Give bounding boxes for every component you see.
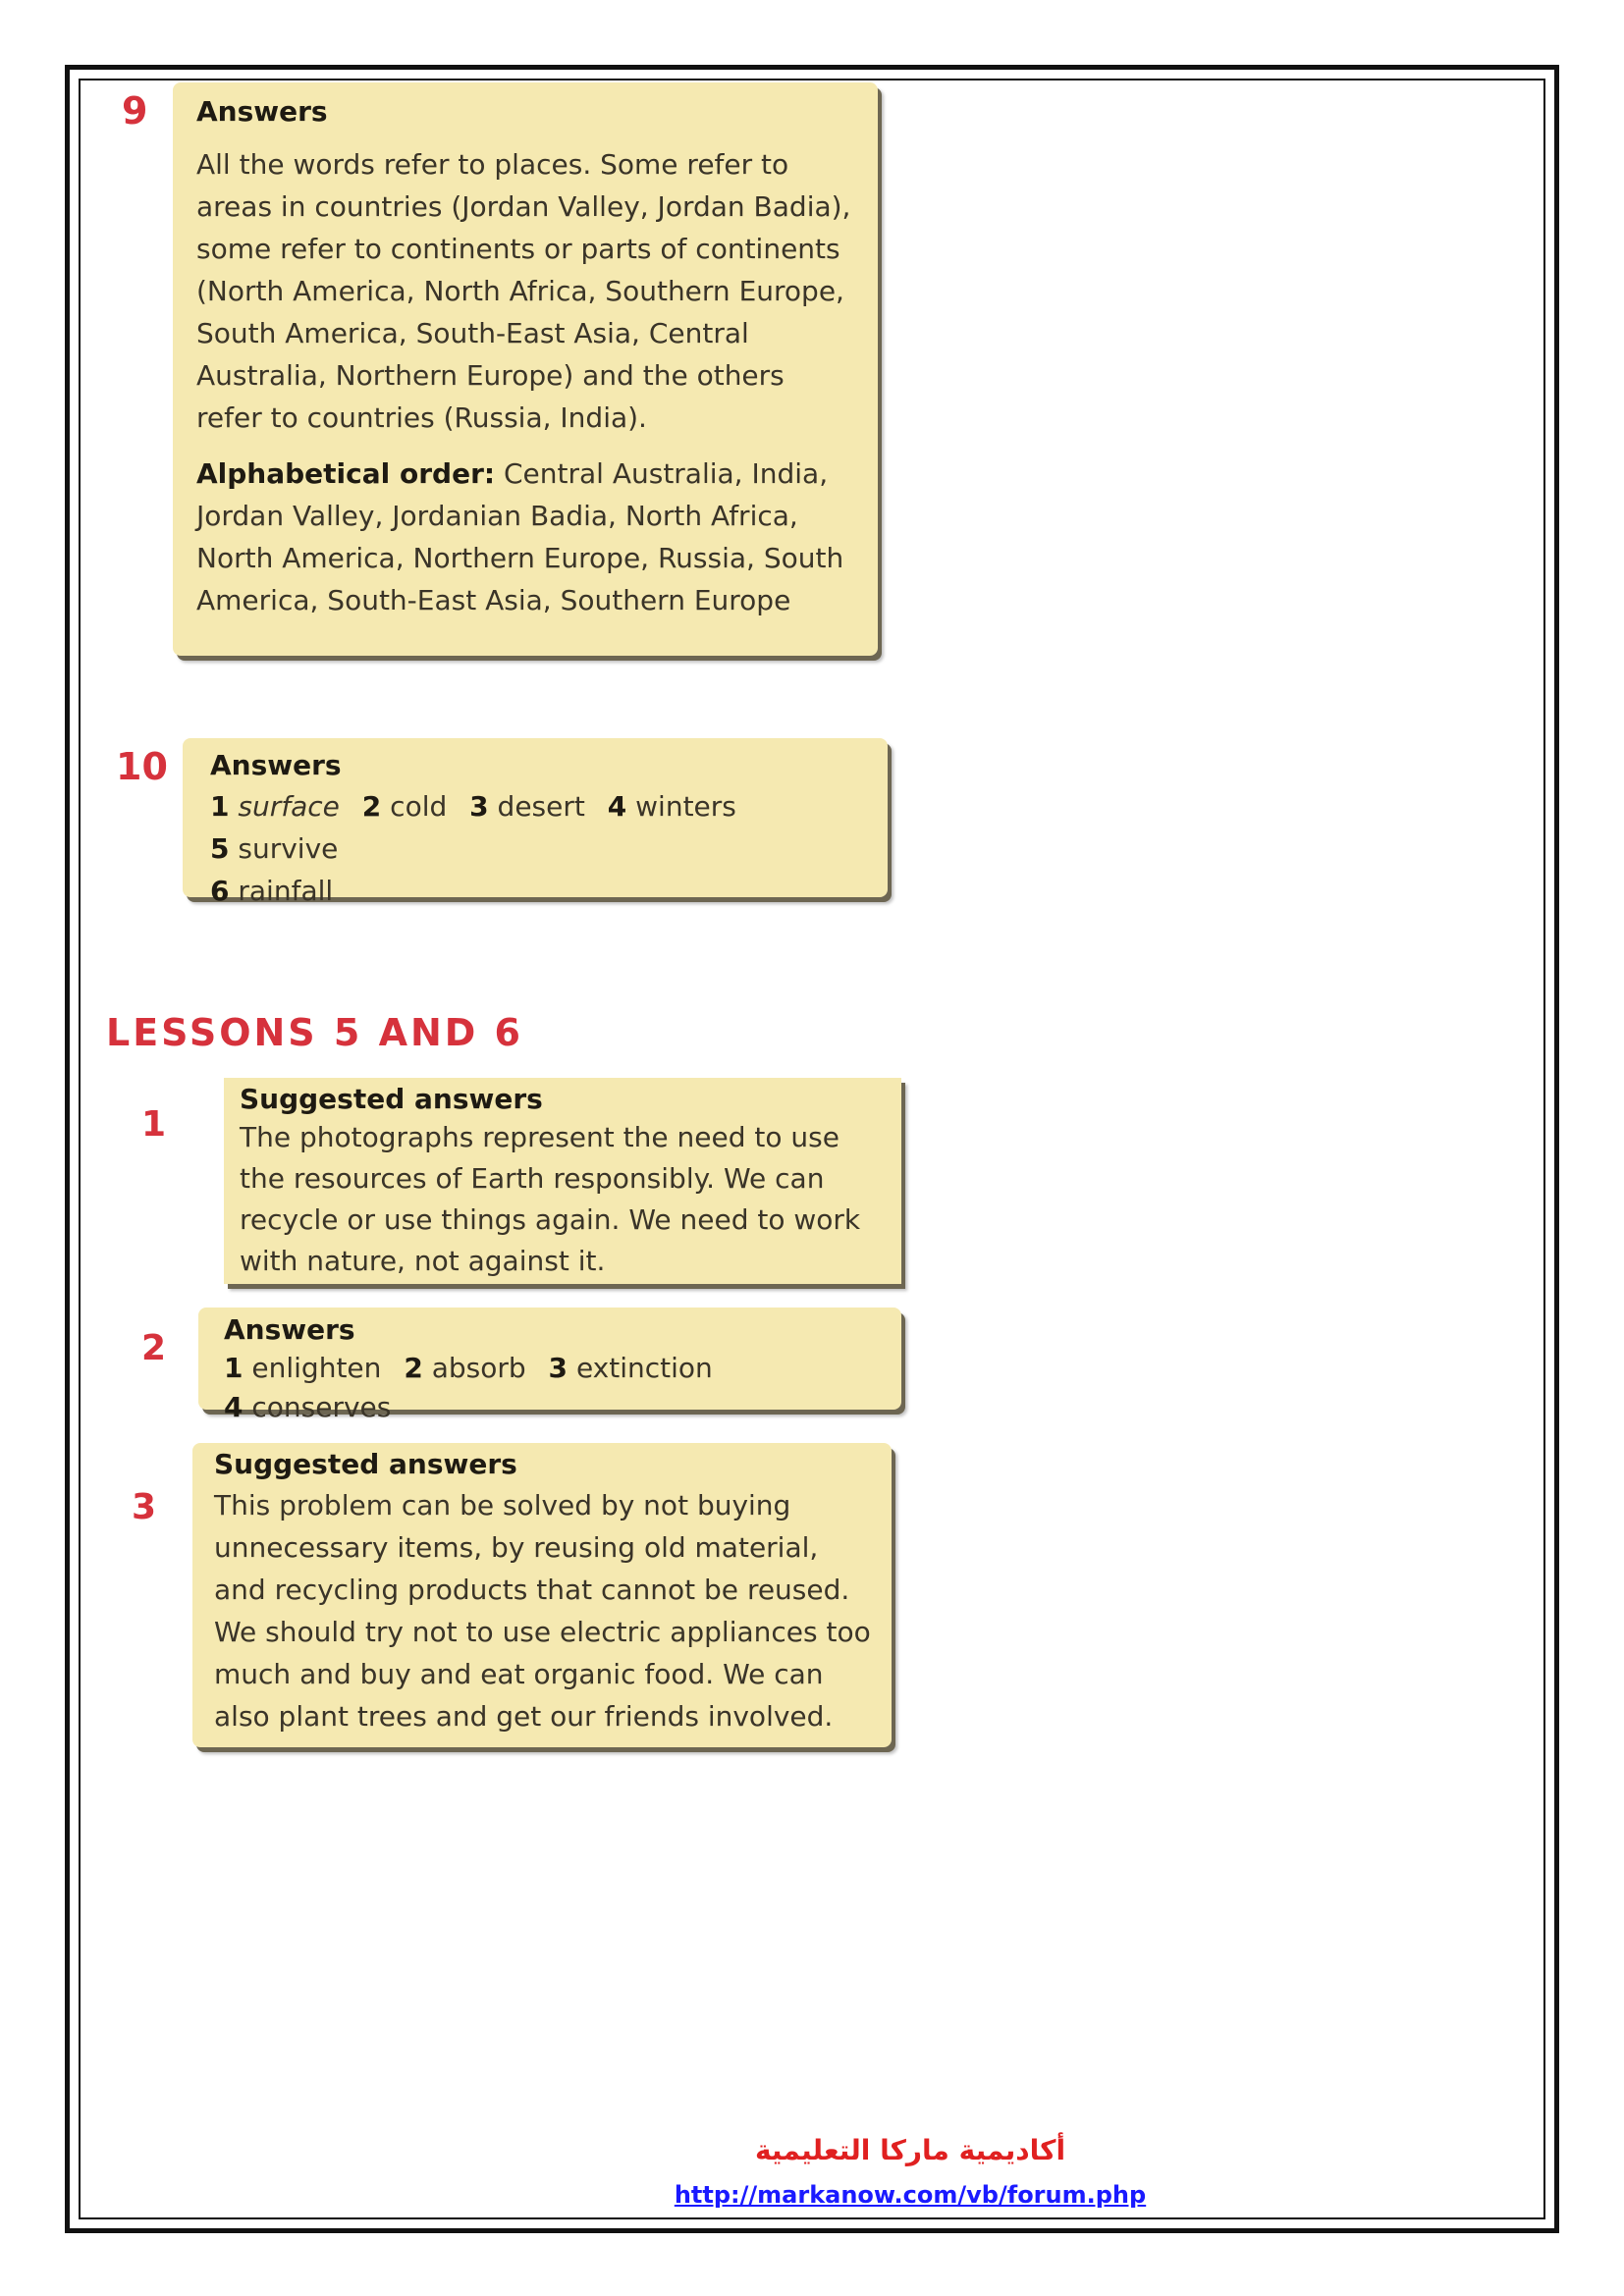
exercise-9-alphabetical-order	[196, 453, 852, 621]
lesson-exercise-3-answer-box	[192, 1443, 892, 1747]
answer-item: 4 conserves	[224, 1391, 392, 1423]
alphabetical-order-list: Central Australia, India, Jordan Valley, Jordanian Badia, North Africa, North America, Northern Europe, Russia, South America, South-East Asia, Southern Europe	[196, 457, 844, 616]
answer-item: 5 survive	[210, 832, 339, 865]
exercise-9-title: Answers	[196, 95, 328, 128]
answer-item: 4 winters	[607, 790, 736, 823]
answer-item: 3 extinction	[548, 1352, 713, 1384]
lesson-exercise-1-number: 1	[141, 1104, 167, 1145]
exercise-9-answer-box	[173, 82, 878, 656]
exercise-10-title: Answers	[210, 749, 342, 781]
exercise-9-number: 9	[122, 89, 148, 133]
lesson-exercise-2-title: Answers	[224, 1313, 355, 1346]
lesson-exercise-2-number: 2	[141, 1328, 167, 1368]
answer-item: 3 desert	[469, 790, 585, 823]
section-heading: LESSONS 5 AND 6	[106, 1011, 523, 1054]
exercise-9-paragraph: All the words refer to places. Some refer to areas in countries (Jordan Valley, Jordan Badia), some refer to continents or parts of continents (North America, North Africa, Southern Europe, South America, South-East Asia, Central Australia, Northern Europe) and the others refer to countries (Russia, India).	[196, 148, 851, 434]
footer-forum-link[interactable]: http://markanow.com/vb/forum.php	[674, 2181, 1147, 2209]
lesson-exercise-1-text: The photographs represent the need to use the resources of Earth responsibly. We can recycle or use things again. We need to work with nature, not against it.	[240, 1121, 861, 1277]
answer-item: 1 surface	[210, 790, 340, 823]
answer-item: 6 rainfall	[210, 875, 334, 907]
lesson-exercise-3-text: This problem can be solved by not buying unnecessary items, by reusing old material, and recycling products that cannot be reused. We should try not to use electric appliances too much and buy and eat organic food. We can also plant trees and get our friends involved.	[214, 1489, 871, 1733]
answer-item: 2 cold	[361, 790, 448, 823]
lesson-exercise-1-answer-box	[224, 1078, 901, 1284]
lesson-exercise-1-title: Suggested answers	[240, 1083, 543, 1115]
answer-item: 1 enlighten	[224, 1352, 382, 1384]
exercise-10-number: 10	[116, 745, 168, 788]
alphabetical-order-label: Alphabetical order:	[196, 457, 496, 490]
exercise-10-answers	[210, 785, 864, 912]
exercise-10-answer-box	[183, 738, 888, 907]
lesson-exercise-3-number: 3	[132, 1487, 157, 1527]
lesson-exercise-2-answers	[224, 1349, 892, 1427]
answer-item: 2 absorb	[404, 1352, 526, 1384]
lesson-exercise-2-answer-box	[198, 1308, 901, 1423]
lesson-exercise-3-title: Suggested answers	[214, 1448, 517, 1480]
footer-academy-name: أكاديمية ماركا التعليمية	[754, 2134, 1066, 2166]
